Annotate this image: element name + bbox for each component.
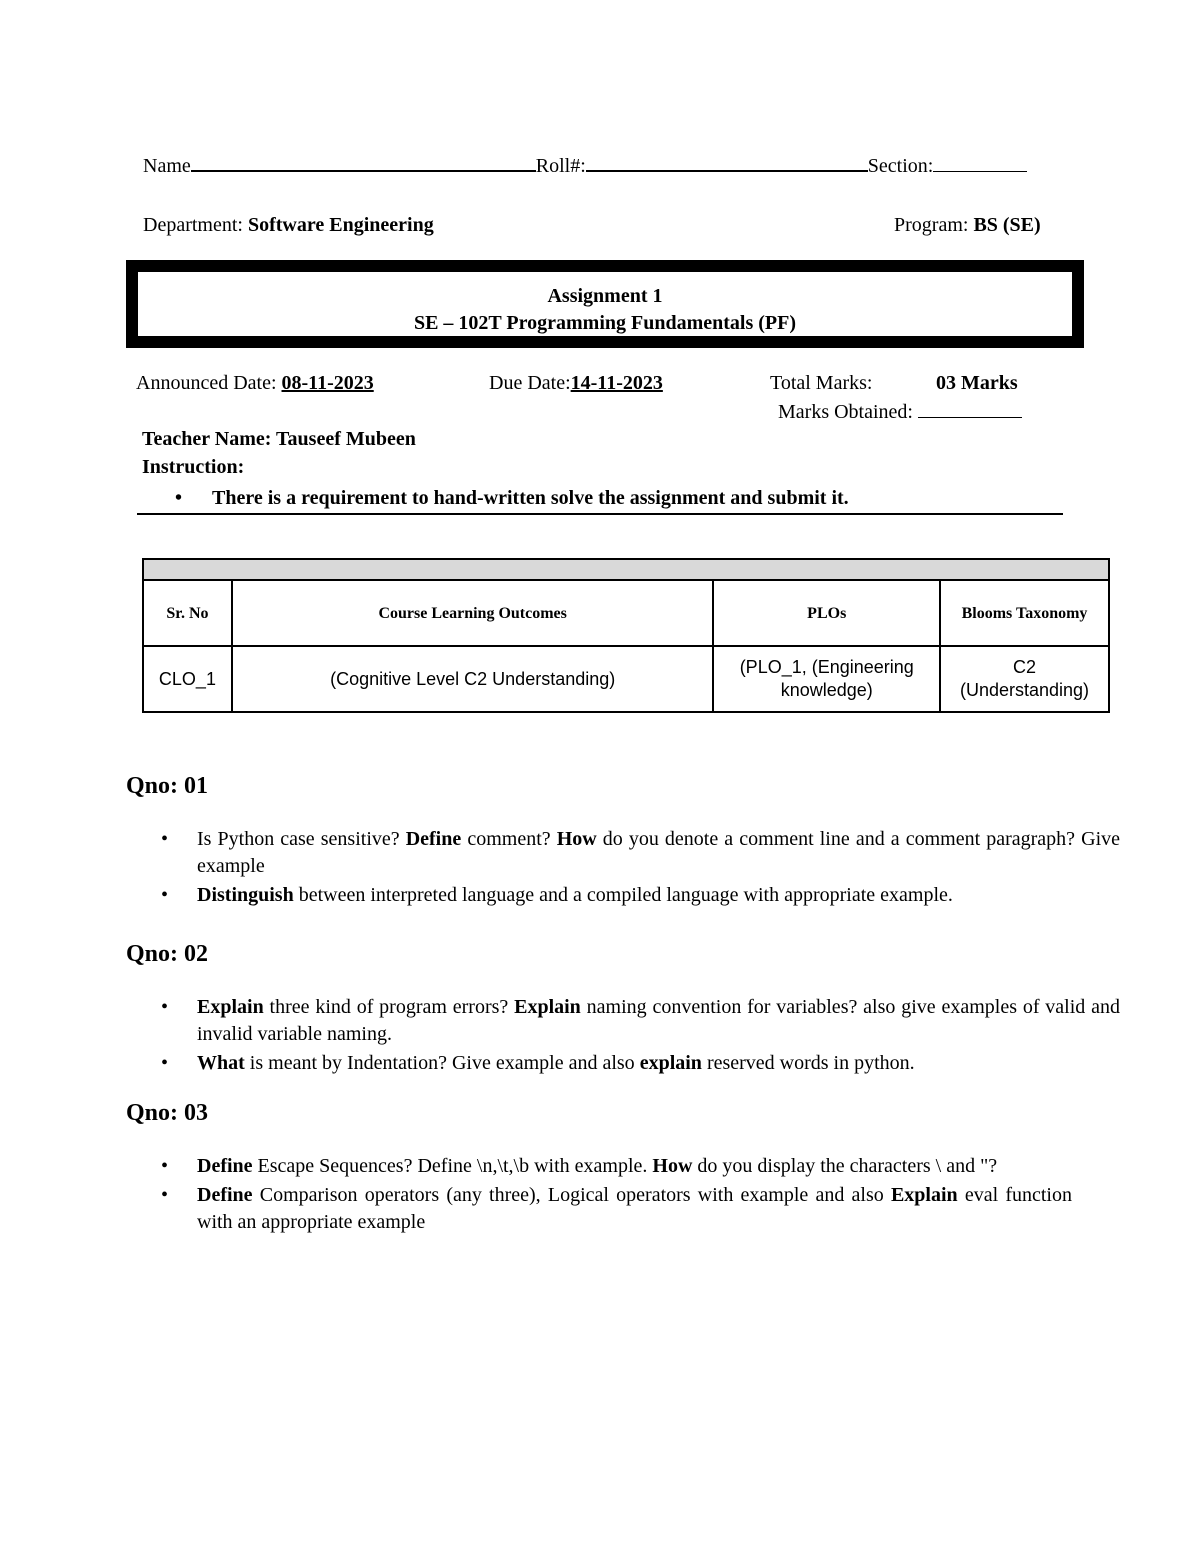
- question-item: [127, 1153, 1072, 1180]
- assignment-title: [138, 272, 1072, 336]
- question-1-list: [127, 826, 1120, 911]
- question-text: comment?: [461, 828, 557, 850]
- question-keyword: Define: [197, 1155, 253, 1177]
- total-marks-value: 03 Marks: [936, 372, 1018, 394]
- assignment-number: Assignment 1: [547, 285, 663, 307]
- cell-plos: (PLO_1, (Engineering knowledge): [713, 646, 940, 712]
- program-value: BS (SE): [973, 214, 1041, 236]
- due-date-label: Due Date:: [489, 372, 571, 394]
- question-item: [127, 882, 1120, 909]
- department-line: [143, 214, 434, 237]
- question-keyword: What: [197, 1052, 245, 1074]
- header-sr-no: Sr. No: [143, 580, 232, 646]
- due-date-value: 14-11-2023: [570, 372, 663, 394]
- section-label: Section:: [867, 155, 934, 177]
- question-item: [127, 994, 1120, 1048]
- question-2-list: [127, 994, 1120, 1079]
- question-keyword: Explain: [197, 996, 264, 1018]
- question-1-title: Qno: 01: [126, 773, 209, 799]
- section-blank[interactable]: [933, 153, 1027, 172]
- question-keyword: explain: [639, 1052, 702, 1074]
- header-blooms: Blooms Taxonomy: [940, 580, 1109, 646]
- name-blank[interactable]: [191, 152, 536, 172]
- question-item: [127, 1182, 1072, 1236]
- question-item: [127, 826, 1120, 880]
- roll-label: Roll#:: [535, 155, 586, 177]
- program-label: Program:: [894, 214, 974, 236]
- question-text: three kind of program errors?: [263, 996, 515, 1018]
- cell-sr-no: CLO_1: [143, 646, 232, 712]
- assignment-title-box: [126, 260, 1084, 348]
- name-label: Name: [143, 155, 191, 177]
- question-keyword: Explain: [890, 1184, 958, 1206]
- question-text: eval function with an appropriate example: [197, 1184, 1072, 1233]
- announced-date-value: 08-11-2023: [281, 372, 374, 394]
- question-text: do you denote a comment line and a comment paragraph? Give example: [197, 828, 1120, 877]
- question-text: do you display the characters \ and "?: [692, 1155, 998, 1177]
- question-text: Is Python case sensitive?: [197, 828, 406, 850]
- question-item: [127, 1050, 1120, 1077]
- question-3-list: [127, 1153, 1072, 1238]
- roll-blank[interactable]: [586, 152, 868, 172]
- announced-date: [136, 372, 374, 395]
- instruction-label: Instruction:: [142, 456, 245, 478]
- question-text: Comparison operators (any three), Logical operators with example and also: [252, 1184, 891, 1206]
- table-header-row: [143, 580, 1109, 646]
- program-line: [894, 214, 1041, 237]
- marks-obtained-label: Marks Obtained:: [778, 401, 918, 423]
- question-keyword: Define: [197, 1184, 253, 1206]
- department-value: Software Engineering: [247, 214, 434, 236]
- total-marks-label: Total Marks:: [770, 372, 873, 394]
- department-label: Department:: [143, 214, 248, 236]
- question-text: naming convention for variables? also give examples of valid and invalid variable naming.: [197, 996, 1120, 1045]
- question-keyword: Explain: [514, 996, 581, 1018]
- student-info-line: [143, 152, 1027, 178]
- table-banner: [143, 559, 1109, 580]
- question-keyword: Distinguish: [197, 884, 294, 906]
- marks-obtained-blank[interactable]: [918, 399, 1022, 418]
- course-title: SE – 102T Programming Fundamentals (PF): [413, 312, 797, 334]
- teacher-name: Teacher Name: Tauseef Mubeen: [142, 428, 416, 450]
- clo-table: [142, 558, 1110, 713]
- question-text: reserved words in python.: [701, 1052, 915, 1074]
- header-plos: PLOs: [713, 580, 940, 646]
- question-text: Escape Sequences? Define \n,\t,\b with example.: [252, 1155, 653, 1177]
- question-keyword: How: [556, 828, 597, 850]
- table-row: [143, 646, 1109, 712]
- table-banner-row: [143, 559, 1109, 580]
- due-date: [489, 372, 663, 395]
- instruction-text: There is a requirement to hand-written solve the assignment and submit it.: [212, 487, 849, 509]
- cell-clo: (Cognitive Level C2 Understanding): [232, 646, 714, 712]
- question-2-title: Qno: 02: [126, 941, 209, 967]
- question-text: is meant by Indentation? Give example and also: [244, 1052, 640, 1074]
- bullet-icon: •: [175, 487, 183, 509]
- cell-blooms: C2 (Understanding): [940, 646, 1109, 712]
- question-text: between interpreted language and a compiled language with appropriate example.: [293, 884, 953, 906]
- instruction-item: [137, 487, 1063, 515]
- header-clo: Course Learning Outcomes: [232, 580, 714, 646]
- announced-date-label: Announced Date:: [136, 372, 282, 394]
- question-keyword: How: [652, 1155, 693, 1177]
- question-keyword: Define: [405, 828, 462, 850]
- marks-obtained: [778, 399, 1022, 424]
- question-3-title: Qno: 03: [126, 1100, 209, 1126]
